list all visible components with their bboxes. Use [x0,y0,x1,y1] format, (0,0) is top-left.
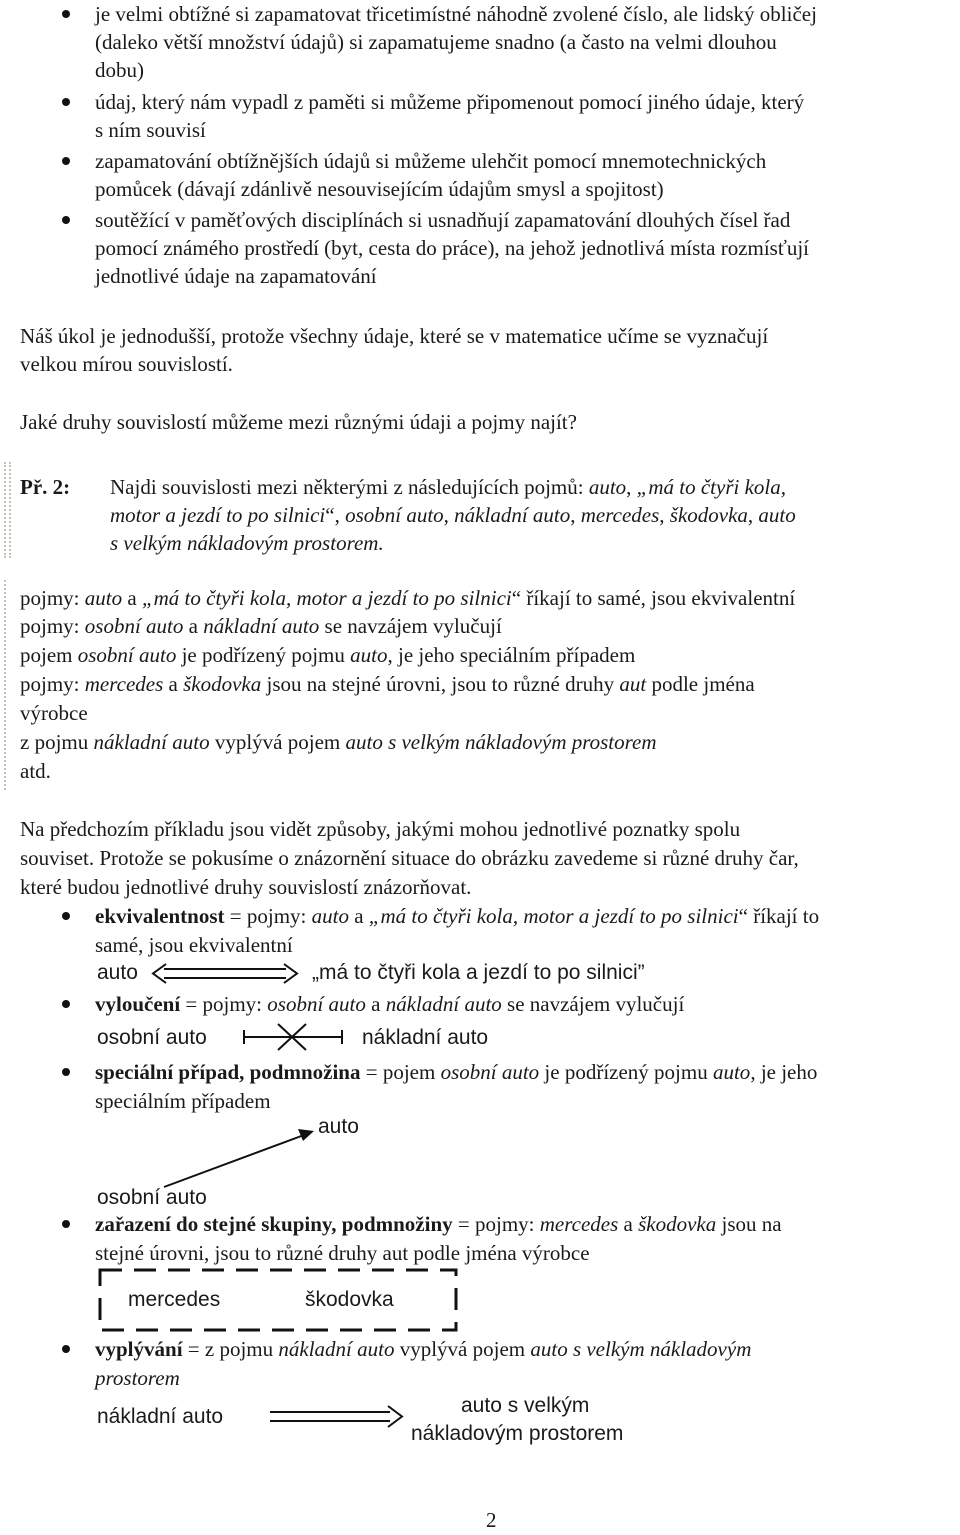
bullet-dot [62,98,70,106]
solution-line: z pojmu nákladní auto vyplývá pojem auto s velkým nákladovým prostorem [20,730,657,754]
solution-line: pojem osobní auto je podřízený pojmu auto, je jeho speciálním případem [20,643,636,667]
bullet-text: pomůcek (dávají zdánlivě nesouvisejícím údajům smysl a spojitost) [95,177,664,201]
example-line: motor a jezdí to po silnici“, osobní auto, nákladní auto, mercedes, škodovka, auto [110,503,796,527]
bullet-text: dobu) [95,58,144,82]
exclusion-left-label: osobní auto [97,1026,207,1049]
special-bottom-label: osobní auto [97,1186,207,1209]
group-left-label: mercedes [128,1288,221,1311]
bullet-text: soutěžící v paměťových disciplínách si usnadňují zapamatování dlouhých čísel řad [95,208,791,232]
type-equivalence-line: samé, jsou ekvivalentní [95,933,293,957]
paragraph-line: souviset. Protože se pokusíme o znázornění situace do obrázku zavedeme si různé druhy čar, [20,846,799,870]
implication-left-label: nákladní auto [97,1405,224,1428]
bullet-text: zapamatování obtížnějších údajů si můžeme ulehčit pomocí mnemotechnických [95,149,767,173]
type-implication-line: prostorem [95,1366,180,1390]
bullet-dot [62,216,70,224]
implication-arrow-icon [268,1404,408,1430]
implication-right-label: nákladovým prostorem [411,1422,624,1445]
bullet-text: je velmi obtížné si zapamatovat třicetimístné náhodně zvolené číslo, ale lidský obličej [95,2,817,26]
type-exclusion-line: vyloučení = pojmy: osobní auto a nákladní auto se navzájem vylučují [95,992,685,1016]
solution-line: pojmy: osobní auto a nákladní auto se navzájem vylučují [20,614,502,638]
exclusion-line-icon [240,1022,350,1052]
paragraph-line: Na předchozím příkladu jsou vidět způsoby, jakými mohou jednotlivé poznatky spolu [20,817,741,841]
solution-line: výrobce [20,701,88,725]
type-group-line: zařazení do stejné skupiny, podmnožiny = pojmy: mercedes a škodovka jsou na [95,1212,782,1236]
bullet-dot [62,1220,70,1228]
bullet-text: jednotlivé údaje na zapamatování [95,264,377,288]
solution-margin-bar [4,580,6,790]
type-implication-line: vyplývání = z pojmu nákladní auto vyplývá pojem auto s velkým nákladovým [95,1337,752,1361]
bullet-text: pomocí známého prostředí (byt, cesta do práce), na jehož jednotlivá místa rozmísťují [95,236,809,260]
paragraph-line: Náš úkol je jednodušší, protože všechny údaje, které se v matematice učíme se vyznačují [20,324,769,348]
equivalence-left-label: auto [97,961,138,984]
example-margin-bar [9,462,11,558]
page-number: 2 [486,1508,497,1532]
double-arrow-icon [150,962,300,986]
bullet-dot [62,912,70,920]
bullet-text: (daleko větší množství údajů) si zapamatujeme snadno (a často na velmi dlouhou [95,30,777,54]
equivalence-right-label: „má to čtyři kola a jezdí to po silnici” [312,961,645,984]
type-special-line: speciální případ, podmnožina = pojem osobní auto je podřízený pojmu auto, je jeho [95,1060,818,1084]
bullet-dot [62,1068,70,1076]
solution-line: pojmy: mercedes a škodovka jsou na stejné úrovni, jsou to různé druhy aut podle jména [20,672,755,696]
bullet-dot [62,10,70,18]
paragraph-line: které budou jednotlivé druhy souvislostí znázorňovat. [20,875,472,899]
solution-line: pojmy: auto a „má to čtyři kola, motor a jezdí to po silnici“ říkají to samé, jsou ekvivalentní [20,586,796,610]
example-label: Př. 2: [20,475,71,499]
bullet-dot [62,157,70,165]
exclusion-right-label: nákladní auto [362,1026,489,1049]
type-special-line: speciálním případem [95,1089,271,1113]
implication-right-label: auto s velkým [461,1394,590,1417]
paragraph-line: velkou mírou souvislostí. [20,352,233,376]
group-right-label: škodovka [305,1288,394,1311]
example-line: s velkým nákladovým prostorem. [110,531,384,555]
example-margin-bar [4,462,6,558]
bullet-dot [62,1345,70,1353]
question-line: Jaké druhy souvislostí můžeme mezi různými údaji a pojmy najít? [20,410,577,434]
type-equivalence-line: ekvivalentnost = pojmy: auto a „má to čtyři kola, motor a jezdí to po silnici“ říkají to [95,904,820,928]
bullet-text: údaj, který nám vypadl z paměti si můžeme připomenout pomocí jiného údaje, který [95,90,805,114]
example-line: Najdi souvislosti mezi některými z následujících pojmů: auto, „má to čtyři kola, [110,475,786,499]
solution-line: atd. [20,759,51,783]
bullet-dot [62,1000,70,1008]
type-group-line: stejné úrovni, jsou to různé druhy aut podle jména výrobce [95,1241,590,1265]
special-top-label: auto [318,1115,359,1138]
bullet-text: s ním souvisí [95,118,206,142]
